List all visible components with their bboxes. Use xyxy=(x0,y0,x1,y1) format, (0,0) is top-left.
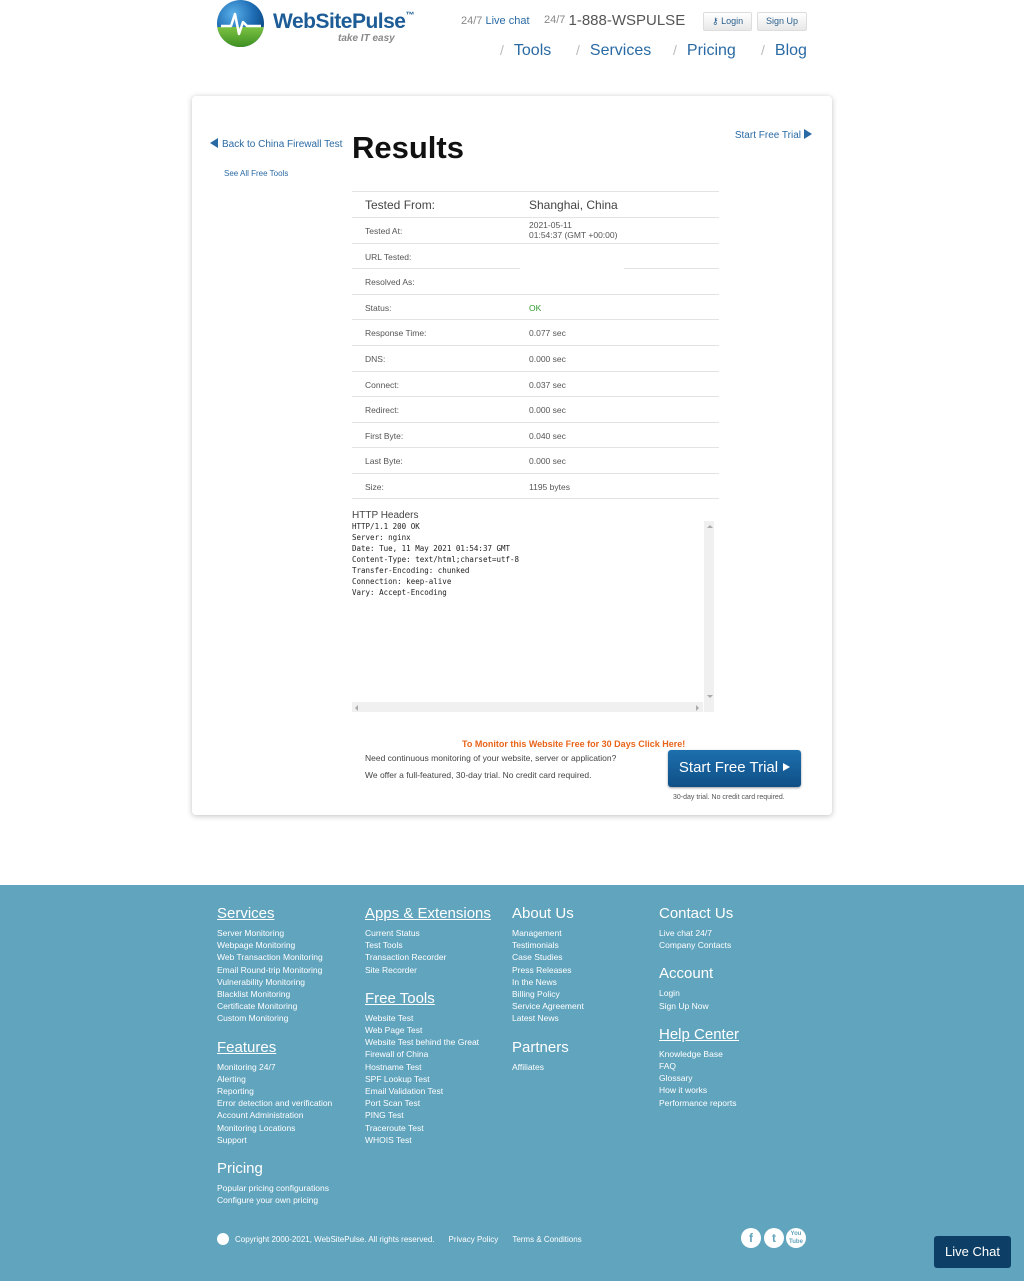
arrow-right-icon xyxy=(783,763,790,771)
scroll-left-icon[interactable] xyxy=(355,705,358,711)
pulse-icon xyxy=(221,10,261,36)
vertical-scrollbar[interactable] xyxy=(704,521,714,712)
footer-link[interactable]: Testimonials xyxy=(512,940,559,951)
table-row: Status: OK xyxy=(352,294,719,320)
footer-link[interactable]: In the News xyxy=(512,976,557,987)
scroll-down-icon[interactable] xyxy=(707,695,713,698)
logo-small-icon xyxy=(217,1233,229,1245)
signup-button[interactable]: Sign Up xyxy=(757,12,807,31)
footer-link[interactable]: Sign Up Now xyxy=(659,1000,709,1011)
footer-heading: Partners xyxy=(512,1038,569,1056)
footer-link[interactable]: Blacklist Monitoring xyxy=(217,989,291,1000)
footer-link[interactable]: Custom Monitoring xyxy=(217,1013,289,1024)
footer-link[interactable]: Certificate Monitoring xyxy=(217,1001,298,1012)
footer-link[interactable]: Performance reports xyxy=(659,1097,737,1108)
site-header xyxy=(0,0,1024,80)
footer-link[interactable]: Alerting xyxy=(217,1073,246,1084)
copyright-text: Copyright 2000-2021, WebSitePulse. All rights reserved. xyxy=(235,1235,435,1244)
table-row: Last Byte: 0.000 sec xyxy=(352,447,719,473)
footer-link[interactable]: Configure your own pricing xyxy=(217,1195,319,1206)
footer-link[interactable]: Billing Policy xyxy=(512,989,560,1000)
phone-number: 24/7 1-888-WSPULSE xyxy=(544,12,686,29)
footer-link[interactable]: How it works xyxy=(659,1085,708,1096)
start-trial-link[interactable]: Start Free Trial xyxy=(735,129,812,141)
footer-heading[interactable]: Apps & Extensions xyxy=(365,905,491,922)
table-row: Connect: 0.037 sec xyxy=(352,371,719,397)
footer-link[interactable]: Website Test behind the Great xyxy=(365,1037,480,1048)
footer-link[interactable]: Management xyxy=(512,928,562,938)
footer-link[interactable]: Reporting xyxy=(217,1086,254,1097)
footer-heading[interactable]: Free Tools xyxy=(365,989,435,1007)
page-title: Results xyxy=(352,130,464,165)
footer-link[interactable]: Website Test xyxy=(365,1012,414,1023)
footer-heading: Account xyxy=(659,965,714,983)
youtube-icon[interactable]: You Tube xyxy=(786,1228,806,1248)
table-row: Tested At: 2021-05-11 01:54:37 (GMT +00:00) xyxy=(352,217,719,243)
footer-link[interactable]: Support xyxy=(217,1134,247,1145)
scroll-right-icon[interactable] xyxy=(696,705,699,711)
footer-link[interactable]: Case Studies xyxy=(512,952,563,963)
logo-tagline: take IT easy xyxy=(338,33,395,44)
copyright-bar xyxy=(217,1233,582,1245)
footer-link[interactable]: Test Tools xyxy=(365,940,403,951)
table-row: Resolved As: xyxy=(352,268,719,294)
footer-link[interactable]: Site Recorder xyxy=(365,964,417,975)
twitter-icon[interactable]: t xyxy=(764,1228,784,1248)
table-row: URL Tested: xyxy=(352,243,719,269)
start-free-trial-button[interactable]: Start Free Trial xyxy=(668,750,801,787)
live-chat-button[interactable]: Live Chat xyxy=(934,1236,1011,1268)
footer-col-about xyxy=(512,905,584,1073)
footer-link[interactable]: PING Test xyxy=(365,1110,404,1121)
footer-link[interactable]: Affiliates xyxy=(512,1061,544,1072)
footer-link[interactable]: Company Contacts xyxy=(659,940,732,951)
footer-link[interactable]: Vulnerability Monitoring xyxy=(217,976,306,987)
footer-link[interactable]: Monitoring 24/7 xyxy=(217,1061,276,1072)
footer-link[interactable]: FAQ xyxy=(659,1061,677,1072)
all-tools-link[interactable]: See All Free Tools xyxy=(224,169,289,178)
footer-heading[interactable]: Services xyxy=(217,905,275,922)
table-row: DNS: 0.000 sec xyxy=(352,345,719,371)
footer-link[interactable]: Current Status xyxy=(365,928,420,938)
footer-link[interactable]: SPF Lookup Test xyxy=(365,1073,430,1084)
footer-link[interactable]: Traceroute Test xyxy=(365,1122,424,1133)
table-row: Tested From: Shanghai, China xyxy=(352,191,719,217)
nav-blog[interactable]: / Blog xyxy=(761,42,807,59)
footer-link[interactable]: Latest News xyxy=(512,1013,559,1024)
cta-note: 30-day trial. No credit card required. xyxy=(673,794,785,801)
table-row: First Byte: 0.040 sec xyxy=(352,422,719,448)
key-icon: ⚷ xyxy=(712,16,719,26)
logo-text: WebSitePulse™ xyxy=(273,10,414,33)
footer-link[interactable]: Email Round-trip Monitoring xyxy=(217,964,323,975)
back-link[interactable]: Back to China Firewall Test xyxy=(210,138,342,150)
results-table xyxy=(352,191,719,499)
footer-link[interactable]: Error detection and verification xyxy=(217,1098,333,1109)
horizontal-scrollbar[interactable] xyxy=(352,702,703,712)
nav-tools[interactable]: / Tools xyxy=(500,42,552,59)
footer-link[interactable]: Popular pricing configurations xyxy=(217,1183,329,1194)
status-ok: OK xyxy=(529,302,542,313)
http-headers-textarea[interactable]: HTTP/1.1 200 OK Server: nginx Date: Tue, 11 May 2021 01:54:37 GMT Content-Type: text/html;charset=utf-8 Transfer-Encoding: chunked Connection: keep-alive Vary: Accept-Encoding xyxy=(352,521,713,712)
nav-pricing[interactable]: / Pricing xyxy=(673,42,736,59)
footer-link[interactable]: Glossary xyxy=(659,1073,693,1084)
footer-link[interactable]: Web Page Test xyxy=(365,1025,423,1036)
terms-link[interactable]: Terms & Conditions xyxy=(512,1235,582,1244)
cta-text: Need continuous monitoring of your website, server or application? xyxy=(365,753,617,763)
privacy-link[interactable]: Privacy Policy xyxy=(448,1235,499,1244)
scroll-up-icon[interactable] xyxy=(707,525,713,528)
table-row: Size: 1195 bytes xyxy=(352,473,719,499)
footer-link[interactable]: Server Monitoring xyxy=(217,928,285,938)
footer-link[interactable]: Service Agreement xyxy=(512,1001,584,1012)
footer-link[interactable]: Monitoring Locations xyxy=(217,1122,296,1133)
footer-link[interactable]: Port Scan Test xyxy=(365,1098,421,1109)
footer-link[interactable]: Transaction Recorder xyxy=(365,952,447,963)
footer-heading[interactable]: Help Center xyxy=(659,1025,740,1043)
footer-link[interactable]: Press Releases xyxy=(512,964,572,975)
results-card xyxy=(192,96,832,815)
footer-heading: About Us xyxy=(512,905,574,922)
live-chat-link[interactable]: 24/7 Live chat xyxy=(461,15,530,27)
monitor-free-link[interactable]: To Monitor this Website Free for 30 Days Click Here! xyxy=(462,739,686,749)
footer-link[interactable]: Email Validation Test xyxy=(365,1086,444,1097)
footer-link[interactable]: Hostname Test xyxy=(365,1061,422,1072)
footer-link[interactable]: Webpage Monitoring xyxy=(217,940,296,951)
logo[interactable] xyxy=(217,0,414,48)
footer-col-contact xyxy=(659,905,739,1109)
cta-text: We offer a full-featured, 30-day trial. No credit card required. xyxy=(365,770,592,780)
footer-heading: Contact Us xyxy=(659,905,734,922)
footer-link[interactable]: Live chat 24/7 xyxy=(659,928,712,938)
footer-link[interactable]: Firewall of China xyxy=(365,1049,429,1060)
footer-link[interactable]: Login xyxy=(659,988,680,999)
footer-link[interactable]: Account Administration xyxy=(217,1110,304,1121)
site-footer xyxy=(0,885,1024,1281)
table-row: Response Time: 0.077 sec xyxy=(352,319,719,345)
footer-col-apps xyxy=(365,905,491,1146)
footer-heading[interactable]: Features xyxy=(217,1038,277,1056)
footer-col-services xyxy=(217,905,332,1206)
arrow-right-icon xyxy=(804,129,812,139)
nav-services[interactable]: / Services xyxy=(576,42,652,59)
footer-heading: Pricing xyxy=(217,1160,263,1178)
footer-link[interactable]: WHOIS Test xyxy=(365,1134,412,1145)
login-button[interactable]: ⚷ Login xyxy=(703,12,752,31)
footer-link[interactable]: Knowledge Base xyxy=(659,1048,723,1059)
footer-link[interactable]: Web Transaction Monitoring xyxy=(217,952,323,963)
table-row: Redirect: 0.000 sec xyxy=(352,396,719,422)
back-arrow-icon xyxy=(210,138,218,148)
facebook-icon[interactable]: f xyxy=(741,1228,761,1248)
http-headers-label: HTTP Headers xyxy=(352,510,419,521)
